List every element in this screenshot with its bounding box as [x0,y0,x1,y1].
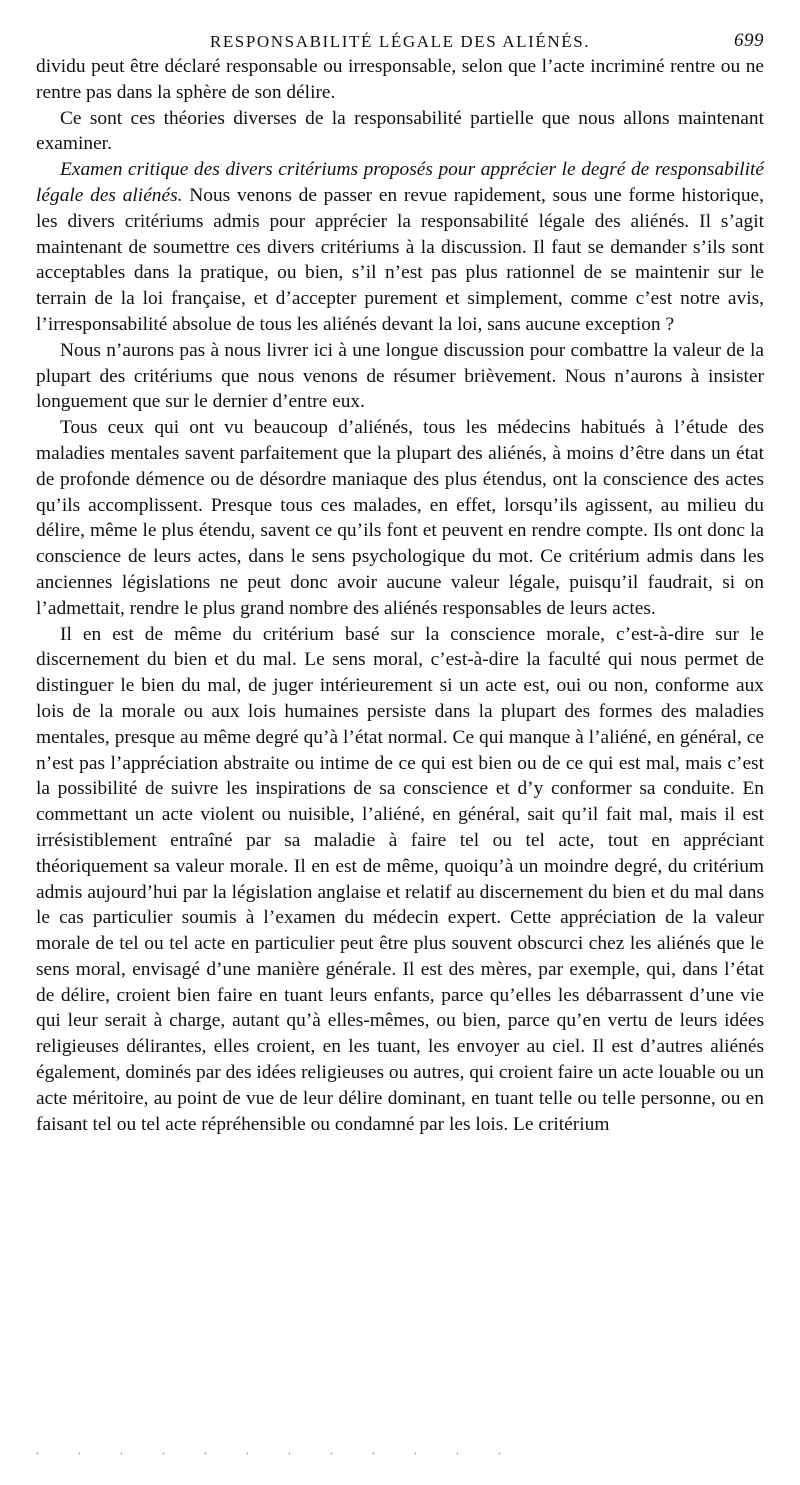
footer-marks: . . . . . . . . . . . . [36,1443,519,1457]
paragraph-3 [36,157,764,338]
paragraph-2 [36,106,764,158]
body-text [36,54,764,1137]
paragraph-5 [36,415,764,621]
running-title: RESPONSABILITÉ LÉGALE DES ALIÉNÉS. [209,32,591,51]
page-number: 699 [734,30,764,51]
document-page [36,28,764,1137]
paragraph-4 [36,338,764,415]
paragraph-1-text: dividu peut être déclaré responsable ou irresponsable, selon que l’acte incriminé rentre ou ne rentre pas dans la sphère de son délire. [36,56,764,103]
paragraph-5-text: Tous ceux qui ont vu beaucoup d’aliénés, tous les médecins habitués à l’étude des maladies mentales savent parfaitement que la plupart des aliénés, à moins d’être dans un état de profonde démence ou de désordre maniaque des plus étendus, ont la conscience des actes qu’ils accomplissent. Presque tous ces malades, en effet, lorsqu’ils agissent, au milieu du délire, même le plus étendu, savent ce qu’ils font et peuvent en rendre compte. Ils ont donc la conscience de leurs actes, dans le sens psychologique du mot. Ce critérium admis dans les anciennes législations ne peut donc avoir aucune valeur légale, puisqu’il faudrait, si on l’admettait, rendre le plus grand nombre des aliénés responsables de leurs actes. [36,417,764,619]
paragraph-2-text: Ce sont ces théories diverses de la responsabilité partielle que nous allons maintenant examiner. [36,107,764,155]
paragraph-3-text: Nous venons de passer en revue rapidement, sous une forme historique, les divers critériums admis pour apprécier la responsabilité légale des aliénés. Il s’agit maintenant de soumettre ces divers critériums à la discussion. Il faut se demander s’ils sont acceptables dans la pratique, ou bien, s’il n’est pas plus rationnel de se maintenir sur le terrain de la loi française, et d’accepter purement et simplement, comme c’est notre avis, l’irresponsabilité absolue de tous les aliénés devant la loi, sans aucune exception ? [36,184,764,335]
paragraph-6-text: Il en est de même du critérium basé sur la conscience morale, c’est-à-dire sur le discernement du bien et du mal. Le sens moral, c’est-à-dire la faculté qui nous permet de distinguer le bien du mal, de juger intérieurement si un acte est, oui ou non, conforme aux lois de la morale ou aux lois humaines persiste dans la plupart des formes des maladies mentales, presque au même degré qu’à l’état normal. Ce qui manque à l’aliéné, en général, ce n’est pas l’appréciation abstraite ou intime de ce qui est bien ou de ce qui est mal, mais c’est la possibilité de suivre les inspirations de sa conscience et d’y conformer sa conduite. En commettant un acte violent ou nuisible, l’aliéné, en général, sait qu’il fait mal, mais il est irrésistiblement entraîné par sa maladie à faire tel ou tel acte, tout en appréciant théoriquement sa valeur morale. Il en est de même, quoiqu’à un moindre degré, du critérium admis aujourd’hui par la législation anglaise et relatif au discernement du bien et du mal dans le cas particulier soumis à l’examen du médecin expert. Cette appréciation de la valeur morale de tel ou tel acte en particulier peut être plus souvent obscurci chez les aliénés que le sens moral, envisagé d’une manière générale. Il est des mères, par exemple, qui, dans l’état de délire, croient bien faire en tuant leurs enfants, parce qu’elles les débarrassent d’une vie qui leur serait à charge, autant qu’à elles-mêmes, ou bien, parce qu’en vertu de leurs idées religieuses délirantes, elles croient, en les tuant, les envoyer au ciel. Il est d’autres aliénés également, dominés par des idées religieuses ou autres, qui croient faire un acte louable ou un acte méritoire, au point de vue de leur délire dominant, en tuant telle ou telle personne, ou en faisant tel ou tel acte répréhensible ou condamné par les lois. Le critérium [36,623,764,1135]
paragraph-6 [36,622,764,1138]
section-heading: Examen critique des divers critériums proposés pour apprécier le degré de responsabilité légale des aliénés. [36,159,764,206]
paragraph-1 [36,54,764,106]
running-header [36,28,764,54]
paragraph-4-text: Nous n’aurons pas à nous livrer ici à une longue discussion pour combattre la valeur de la plupart des critériums que nous venons de résumer brièvement. Nous n’aurons à insister longuement que sur le dernier d’entre eux. [36,339,764,413]
